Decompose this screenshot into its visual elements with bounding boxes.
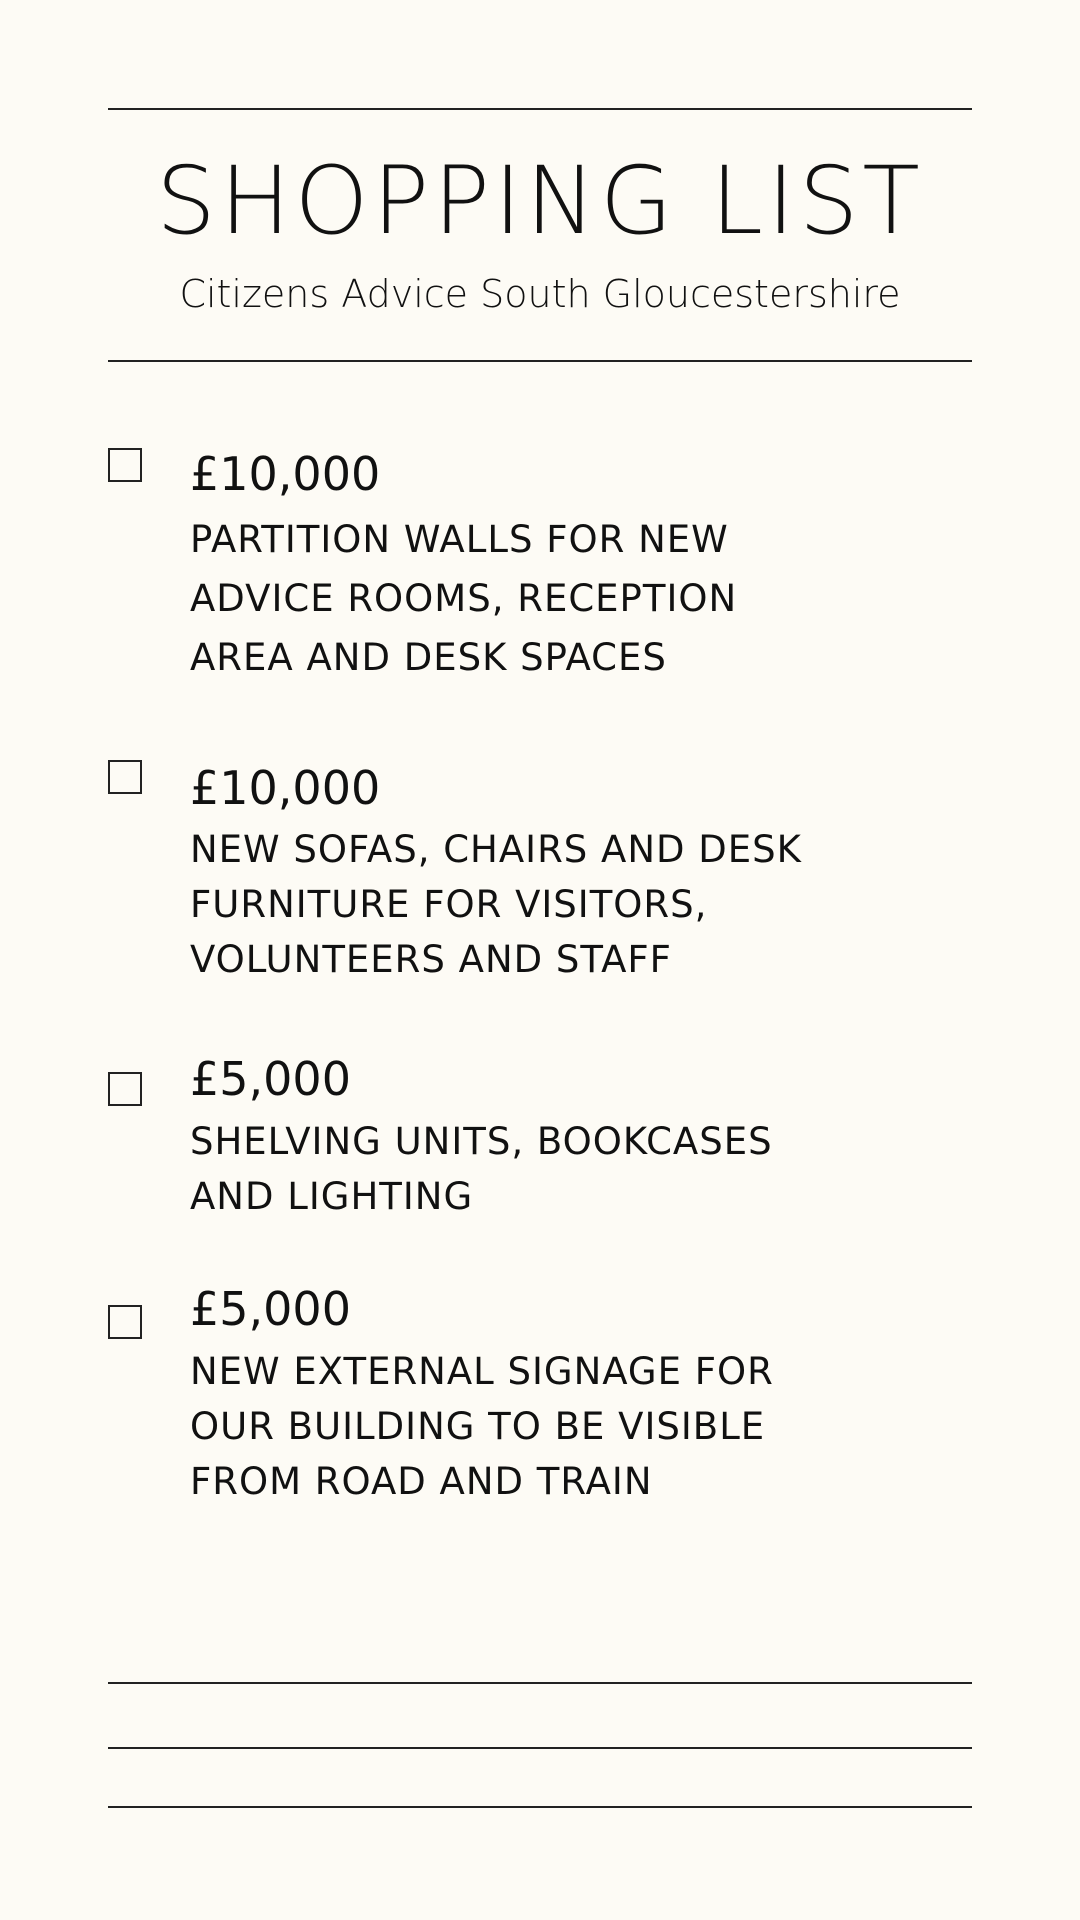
item-description: SHELVING UNITS, BOOKCASES AND LIGHTING — [190, 1120, 773, 1218]
header-divider — [108, 360, 972, 362]
top-divider — [108, 108, 972, 110]
item-description: NEW SOFAS, CHAIRS AND DESK FURNITURE FOR VISITORS, VOLUNTEERS AND STAFF — [190, 828, 802, 981]
blank-line — [108, 1806, 972, 1808]
blank-line — [108, 1747, 972, 1749]
item-price: £5,000 — [190, 1282, 351, 1336]
item-price: £10,000 — [190, 761, 381, 815]
item-checkbox[interactable] — [108, 1072, 142, 1106]
item-price: £5,000 — [190, 1052, 351, 1106]
organization-subtitle: Citizens Advice South Gloucestershire — [179, 272, 901, 316]
item-description: PARTITION WALLS FOR NEW ADVICE ROOMS, RECEPTION AREA AND DESK SPACES — [190, 518, 738, 679]
blank-line — [108, 1682, 972, 1684]
item-description: NEW EXTERNAL SIGNAGE FOR OUR BUILDING TO BE VISIBLE FROM ROAD AND TRAIN — [190, 1350, 774, 1503]
item-checkbox[interactable] — [108, 448, 142, 482]
item-price: £10,000 — [190, 447, 381, 501]
item-checkbox[interactable] — [108, 1305, 142, 1339]
item-checkbox[interactable] — [108, 760, 142, 794]
page-title: SHOPPING LIST — [156, 147, 924, 256]
